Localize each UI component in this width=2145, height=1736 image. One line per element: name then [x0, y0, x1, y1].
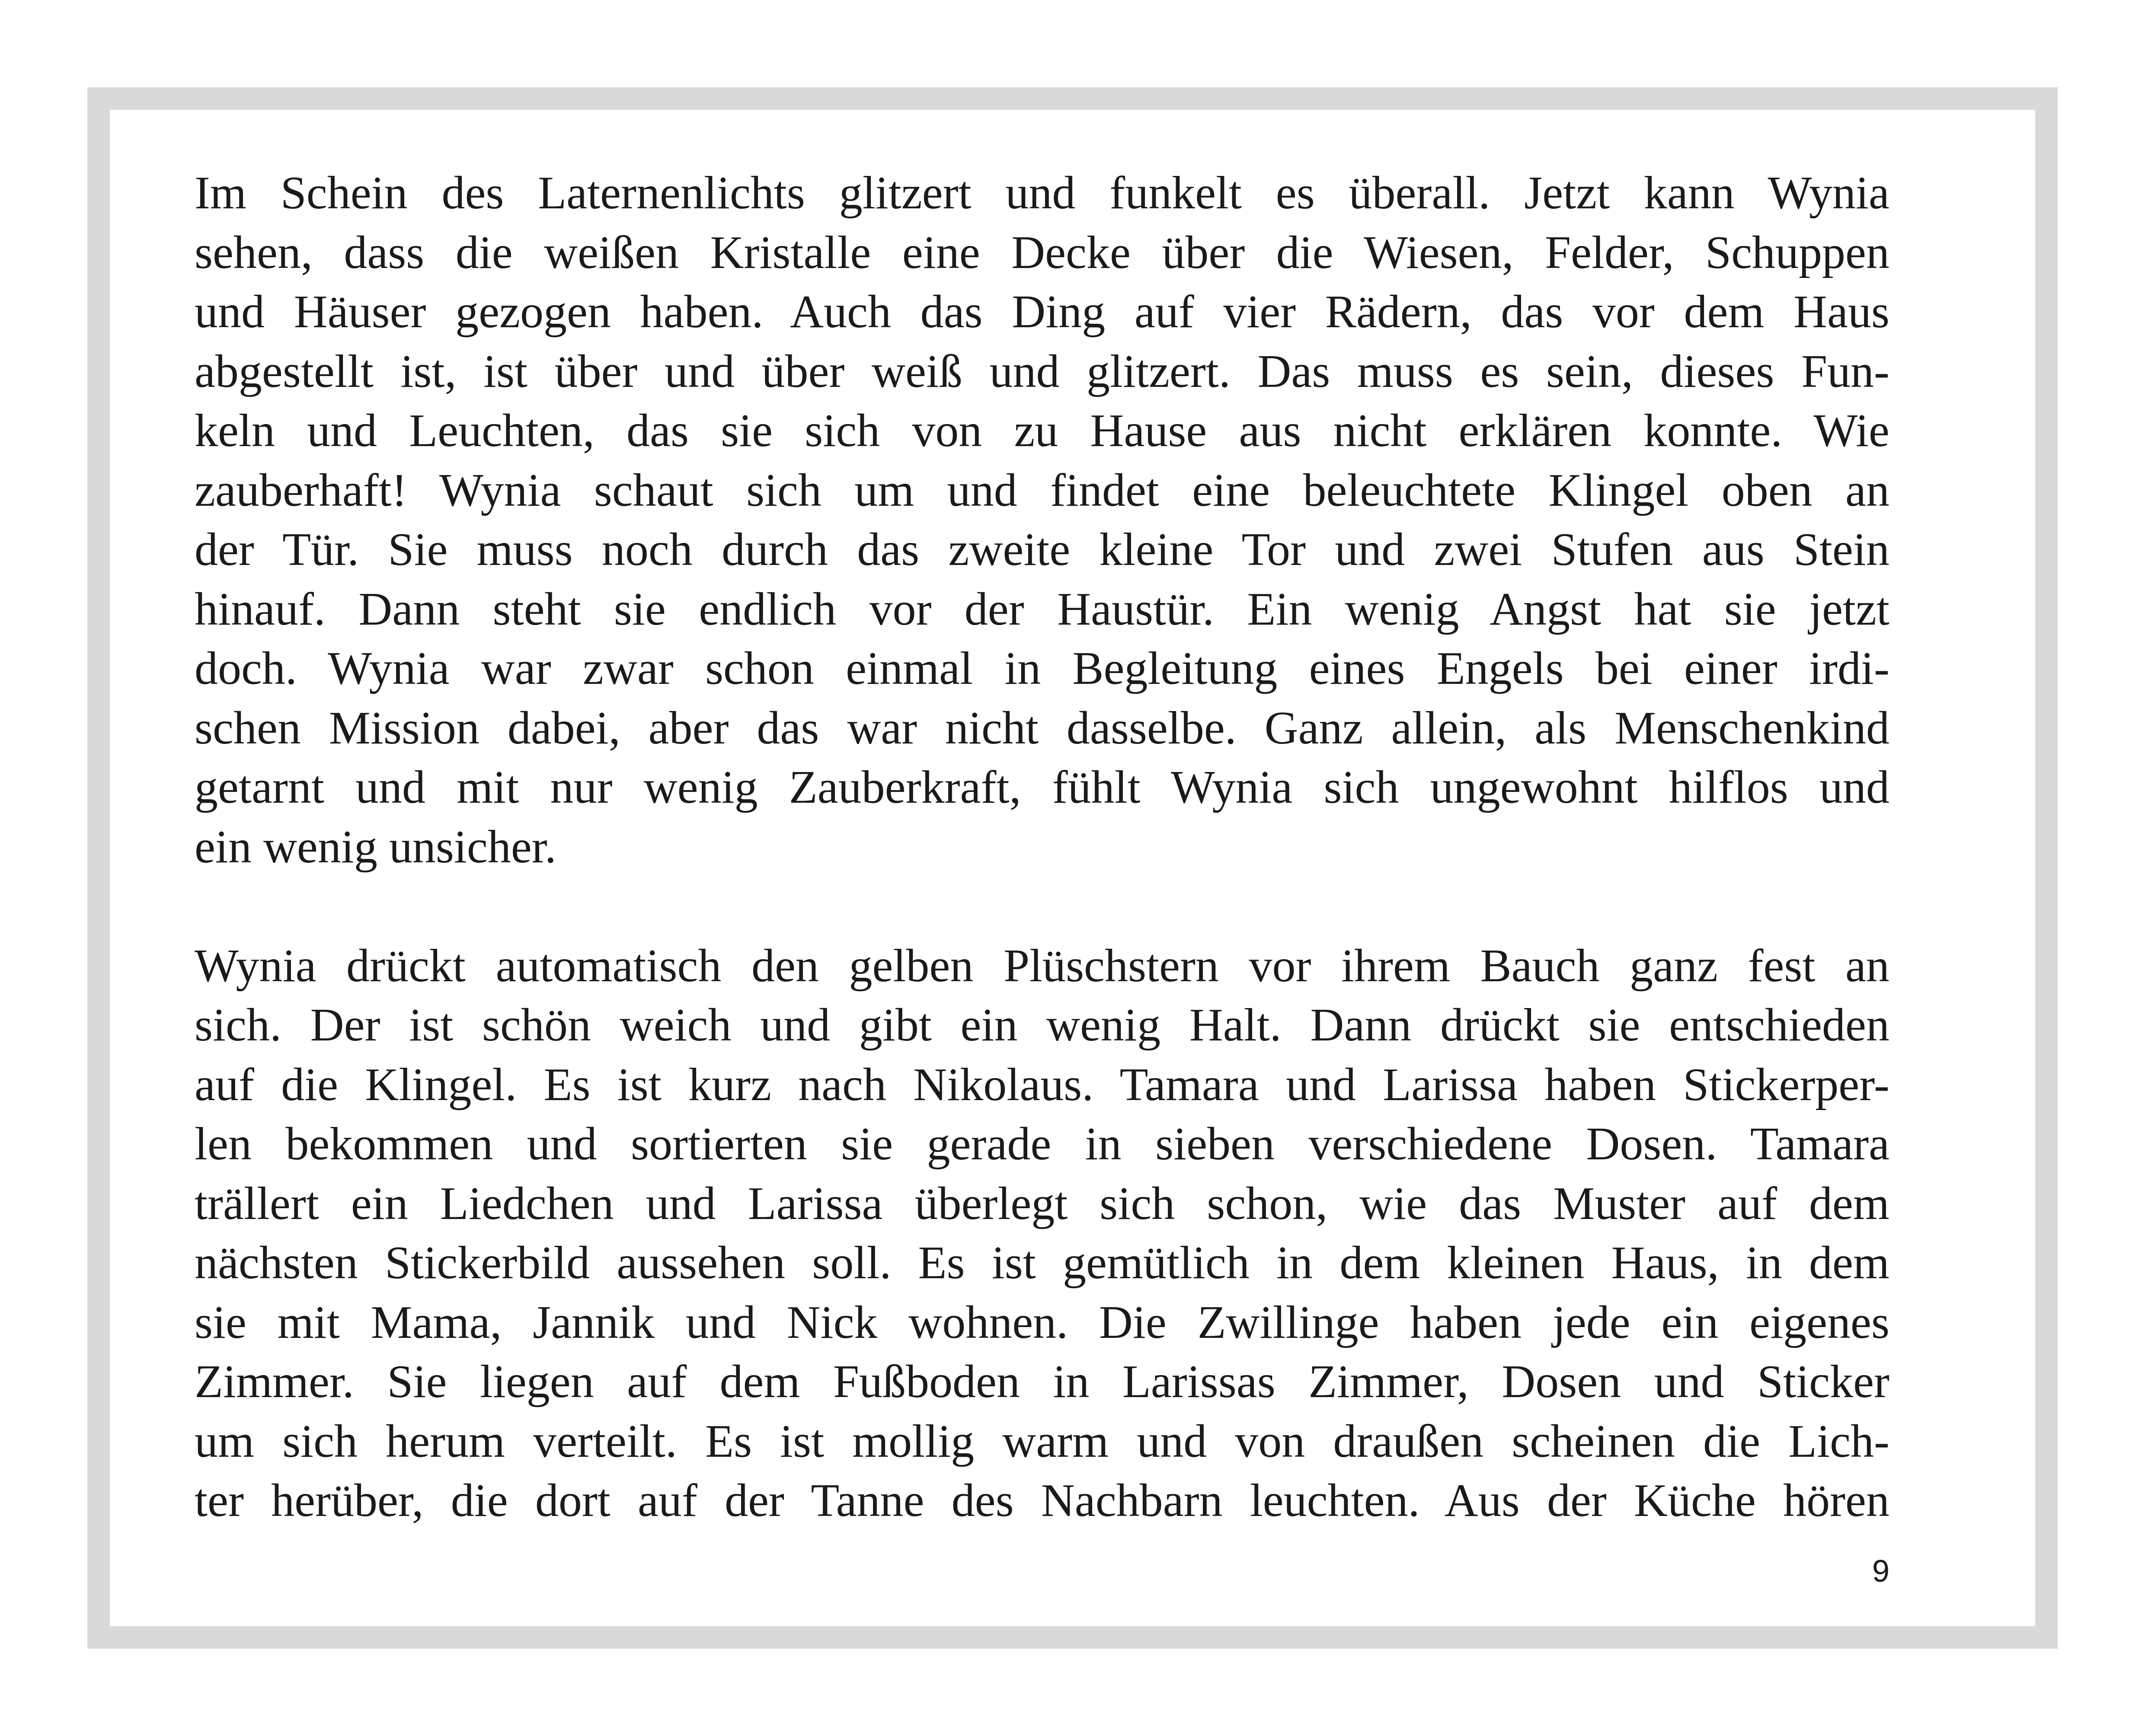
text-line: zauberhaft! Wynia schaut sich um und findet eine beleuchtete Klingel oben an [195, 464, 1889, 516]
text-line: getarnt und mit nur wenig Zauberkraft, fühlt Wynia sich ungewohnt hilflos und [195, 762, 1889, 813]
text-line: abgestellt ist, ist über und über weiß und glitzert. Das muss es sein, dieses Fun- [195, 345, 1889, 397]
text-line: auf die Klingel. Es ist kurz nach Nikolaus. Tamara und Larissa haben Stickerper- [195, 1059, 1889, 1111]
text-line: trällert ein Liedchen und Larissa überlegt sich schon, wie das Muster auf dem [195, 1178, 1889, 1229]
text-line: keln und Leuchten, das sie sich von zu Hause aus nicht erklären konnte. Wie [195, 405, 1889, 456]
text-line: sehen, dass die weißen Kristalle eine Decke über die Wiesen, Felder, Schuppen [195, 227, 1889, 278]
text-line: sich. Der ist schön weich und gibt ein wenig Halt. Dann drückt sie entschieden [195, 999, 1889, 1051]
text-line: len bekommen und sortierten sie gerade in sieben verschiedene Dosen. Tamara [195, 1118, 1889, 1170]
text-line: ter herüber, die dort auf der Tanne des Nachbarn leuchten. Aus der Küche hören [195, 1475, 1889, 1526]
text-line: sie mit Mama, Jannik und Nick wohnen. Die Zwillinge haben jede ein eigenes [195, 1296, 1889, 1348]
text-line: hinauf. Dann steht sie endlich vor der Haustür. Ein wenig Angst hat sie jetzt [195, 583, 1889, 635]
text-line: nächsten Stickerbild aussehen soll. Es ist gemütlich in dem kleinen Haus, in dem [195, 1237, 1889, 1289]
body-text [195, 163, 1889, 1531]
text-line: der Tür. Sie muss noch durch das zweite kleine Tor und zwei Stufen aus Stein [195, 524, 1889, 575]
paragraph-1 [195, 163, 1889, 877]
text-line: um sich herum verteilt. Es ist mollig warm und von draußen scheinen die Lich- [195, 1415, 1889, 1467]
text-line: schen Mission dabei, aber das war nicht dasselbe. Ganz allein, als Menschenkind [195, 702, 1889, 754]
page-number: 9 [1872, 1554, 1889, 1589]
text-line: und Häuser gezogen haben. Auch das Ding auf vier Rädern, das vor dem Haus [195, 286, 1889, 338]
text-line: Wynia drückt automatisch den gelben Plüschstern vor ihrem Bauch ganz fest an [195, 940, 1889, 992]
text-line: Zimmer. Sie liegen auf dem Fußboden in Larissas Zimmer, Dosen und Sticker [195, 1356, 1889, 1407]
text-line: ein wenig unsicher. [195, 821, 556, 873]
text-line: doch. Wynia war zwar schon einmal in Begleitung eines Engels bei einer irdi- [195, 643, 1889, 694]
paragraph-2 [195, 936, 1889, 1531]
text-line: Im Schein des Laternenlichts glitzert und funkelt es überall. Jetzt kann Wynia [195, 167, 1889, 219]
